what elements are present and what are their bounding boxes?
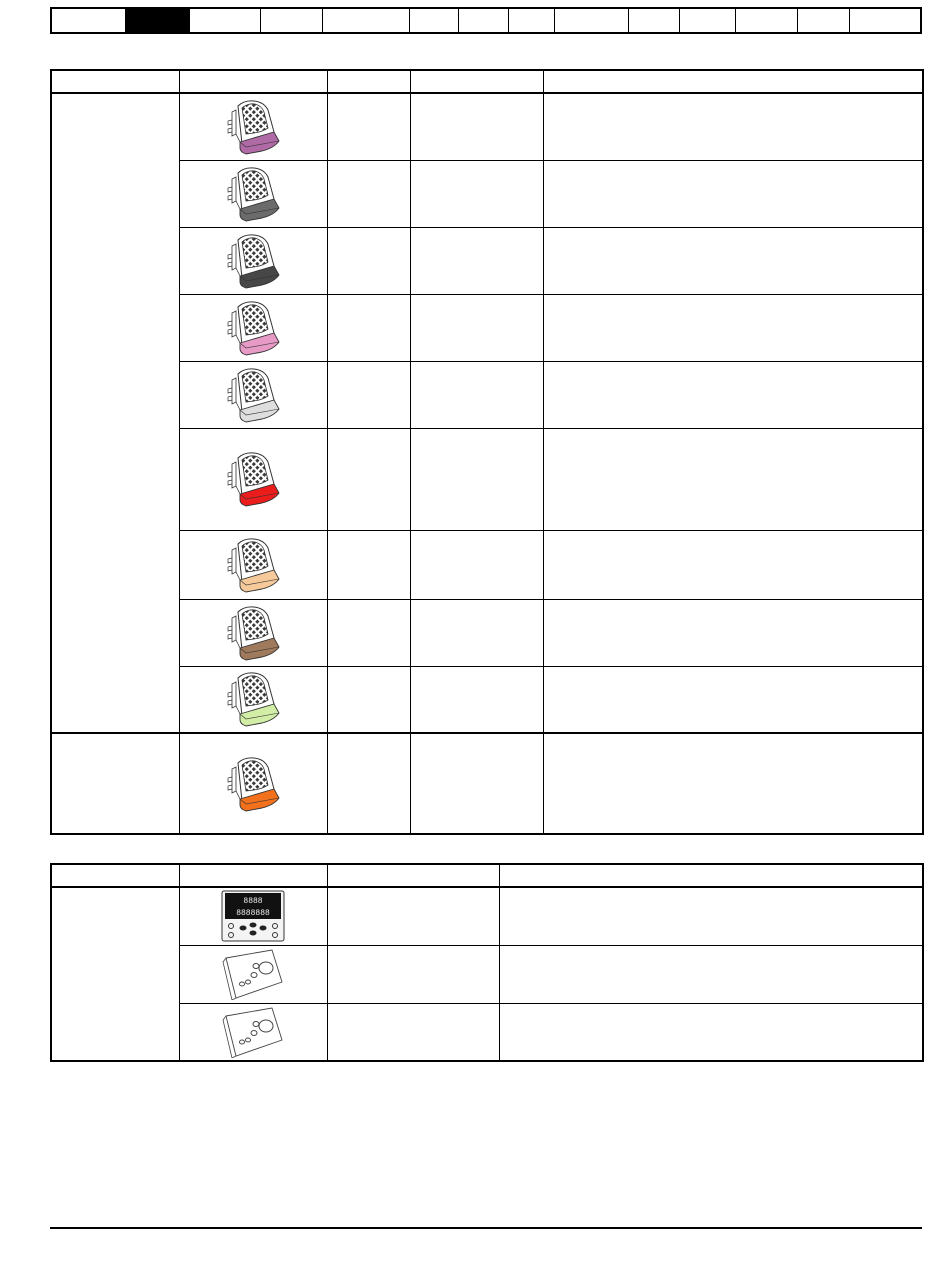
solutions-module-icon: [222, 670, 284, 728]
module-col3: [327, 160, 410, 227]
nav-tab[interactable]: [323, 9, 410, 32]
module-col4: [410, 733, 543, 834]
module-col3: [327, 93, 410, 160]
solutions-module-icon: [222, 536, 284, 594]
keypad-col3: [327, 887, 499, 945]
blank-keypad-icon: [220, 948, 286, 1000]
keypad-group-label: [51, 887, 179, 1061]
modules-header-cell: [327, 70, 410, 93]
svg-text:8888888: 8888888: [236, 909, 270, 919]
module-col4: [410, 666, 543, 733]
module-col3: [327, 428, 410, 530]
module-image-cell: [179, 733, 327, 834]
keypad-row: [51, 1003, 923, 1061]
module-row: [51, 93, 923, 160]
module-description: [543, 93, 923, 160]
module-description: [543, 428, 923, 530]
module-description: [543, 666, 923, 733]
keypad-table: [50, 863, 924, 1062]
solutions-module-icon: [222, 366, 284, 424]
module-col3: [327, 599, 410, 666]
module-col3: [327, 666, 410, 733]
keypad-description: [499, 887, 923, 945]
module-row: [51, 227, 923, 294]
module-row: [51, 160, 923, 227]
nav-tab-active[interactable]: [126, 9, 190, 32]
module-row: [51, 361, 923, 428]
nav-tab[interactable]: [459, 9, 509, 32]
module-description: [543, 227, 923, 294]
solutions-module-icon: [222, 98, 284, 156]
module-col3: [327, 294, 410, 361]
modules-table: [50, 69, 924, 835]
module-row: [51, 530, 923, 599]
module-col4: [410, 428, 543, 530]
module-col4: [410, 294, 543, 361]
nav-tab[interactable]: [52, 9, 126, 32]
module-image-cell: [179, 599, 327, 666]
solutions-module-icon: [222, 299, 284, 357]
module-col4: [410, 93, 543, 160]
keypad-description: [499, 1003, 923, 1061]
blank-keypad-icon: [220, 1006, 286, 1058]
modules-header-cell: [543, 70, 923, 93]
keypad-description: [499, 945, 923, 1003]
module-image-cell: [179, 294, 327, 361]
nav-tab[interactable]: [850, 9, 920, 32]
svg-text:8888: 8888: [243, 897, 263, 907]
module-row: [51, 666, 923, 733]
solutions-module-icon: [222, 165, 284, 223]
module-col3: [327, 733, 410, 834]
module-image-cell: [179, 530, 327, 599]
solutions-module-icon: [222, 755, 284, 813]
module-row: [51, 599, 923, 666]
keypad-image-cell: [179, 1003, 327, 1061]
module-col4: [410, 227, 543, 294]
modules-header-cell: [179, 70, 327, 93]
module-col4: [410, 160, 543, 227]
top-nav-bar: [50, 7, 922, 34]
modules-header-cell: [51, 70, 179, 93]
module-description: [543, 530, 923, 599]
module-col3: [327, 361, 410, 428]
module-description: [543, 160, 923, 227]
solutions-module-icon: [222, 604, 284, 662]
module-row: [51, 733, 923, 834]
nav-tab[interactable]: [509, 9, 555, 32]
solutions-module-icon: [222, 450, 284, 508]
modules-header-cell: [410, 70, 543, 93]
module-col3: [327, 227, 410, 294]
module-description: [543, 599, 923, 666]
nav-tab[interactable]: [261, 9, 323, 32]
nav-tab[interactable]: [555, 9, 629, 32]
nav-tab[interactable]: [680, 9, 736, 32]
nav-tab[interactable]: [629, 9, 680, 32]
keypad-col3: [327, 945, 499, 1003]
led-keypad-icon: [221, 890, 285, 942]
module-image-cell: [179, 428, 327, 530]
keypad-row: [51, 945, 923, 1003]
module-group-label: [51, 93, 179, 733]
module-image-cell: [179, 93, 327, 160]
nav-tab[interactable]: [190, 9, 261, 32]
module-image-cell: [179, 160, 327, 227]
solutions-module-icon: [222, 232, 284, 290]
keypad-row: [51, 887, 923, 945]
module-col3: [327, 530, 410, 599]
module-group-label: [51, 733, 179, 834]
keypad-header-cell: [499, 864, 923, 887]
keypad-image-cell: [179, 887, 327, 945]
keypad-header-cell: [327, 864, 499, 887]
keypad-header-cell: [51, 864, 179, 887]
module-col4: [410, 361, 543, 428]
module-row: [51, 294, 923, 361]
module-col4: [410, 599, 543, 666]
keypad-col3: [327, 1003, 499, 1061]
module-image-cell: [179, 227, 327, 294]
keypad-image-cell: [179, 945, 327, 1003]
module-description: [543, 294, 923, 361]
module-description: [543, 361, 923, 428]
nav-tab[interactable]: [798, 9, 850, 32]
footer-rule: [50, 1227, 922, 1229]
nav-tab[interactable]: [736, 9, 798, 32]
nav-tab[interactable]: [410, 9, 459, 32]
keypad-header-cell: [179, 864, 327, 887]
module-description: [543, 733, 923, 834]
module-col4: [410, 530, 543, 599]
module-image-cell: [179, 666, 327, 733]
module-image-cell: [179, 361, 327, 428]
module-row: [51, 428, 923, 530]
